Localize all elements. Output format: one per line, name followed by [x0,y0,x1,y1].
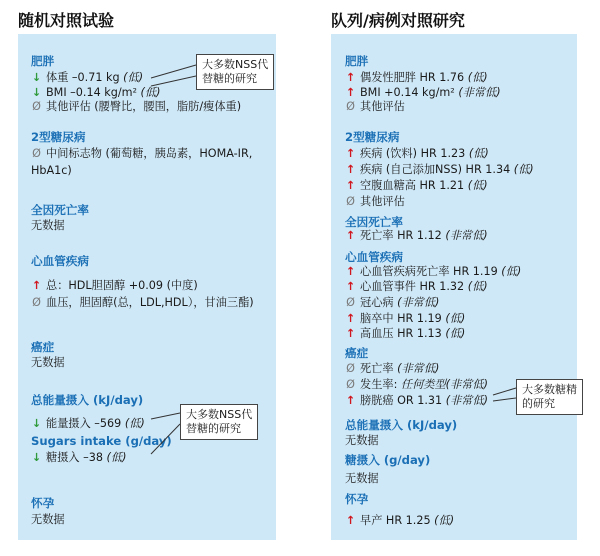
up-arrow-icon: ↑ [345,229,356,242]
null-icon: Ø [346,100,355,113]
finding-text: 偶发性肥胖 HR 1.76 [360,71,468,84]
callout-left-top-line1: 大多数NSS代 [202,58,269,71]
callout-left-bottom [180,404,258,440]
finding-text: BMI –0.14 kg/m² [46,86,141,99]
down-arrow-icon: ↓ [31,71,42,84]
certainty-label: (非常低) [445,394,489,407]
right-section-heading: 怀孕 [345,492,369,506]
callout-line-left-bottom-2 [151,424,180,454]
certainty-label: (低) [467,179,488,192]
left-section-heading: 肥胖 [31,54,55,68]
up-arrow-icon: ↑ [345,86,356,99]
finding-text: 早产 HR 1.25 [360,514,435,527]
callout-right [516,379,583,415]
callout-left-top-line2: 替糖的研究 [202,72,257,85]
finding-text: 无数据 [345,472,379,485]
callout-line-right [493,388,516,395]
finding-text: 冠心病 [360,296,398,309]
null-icon: Ø [32,147,41,160]
finding-text: 其他评估 [360,100,405,113]
callout-left-bottom-line1: 大多数NSS代 [186,408,253,421]
up-arrow-icon: ↑ [345,147,356,160]
callout-line-right-2 [493,398,516,401]
up-arrow-icon: ↑ [345,265,356,278]
up-arrow-icon: ↑ [345,394,356,407]
left-section-heading: 总能量摄入 (kJ/day) [31,393,144,407]
finding-text: 总：HDL胆固醇 +0.09 (中度) [46,279,198,292]
right-section-heading: 肥胖 [345,54,369,68]
up-arrow-icon: ↑ [345,514,356,527]
up-arrow-icon: ↑ [345,327,356,340]
callout-line-left-top [151,65,196,78]
down-arrow-icon: ↓ [31,417,42,430]
down-arrow-icon: ↓ [31,86,42,99]
null-icon: Ø [346,378,355,391]
certainty-label: (低) [140,86,161,99]
certainty-label: (非常低) [397,296,440,309]
left-section-heading: 2型糖尿病 [31,130,86,144]
finding-text: 疾病 (饮料) HR 1.23 [360,147,469,160]
finding-text: 血压，胆固醇(总，LDL,HDL），甘油三酯) [46,296,254,309]
finding-text: 死亡率 HR 1.12 [360,229,446,242]
certainty-label: (低) [123,71,144,84]
certainty-label: (低) [467,71,488,84]
callout-left-bottom-line2: 替糖的研究 [186,422,241,435]
left-section-heading: 癌症 [31,340,55,354]
certainty-label: (低) [513,163,534,176]
left-section-heading: 怀孕 [31,496,55,510]
finding-text: 死亡率 [360,362,398,375]
certainty-label: (低) [468,147,489,160]
null-icon: Ø [346,296,355,309]
finding-text: 中间标志物 (葡萄糖，胰岛素，HOMA-IR, [46,147,253,160]
callout-left-top [196,54,274,90]
left-section-heading: 全因死亡率 [31,203,89,217]
finding-text: HbA1c) [31,164,72,177]
finding-text: 空腹血糖高 HR 1.21 [360,179,468,192]
callout-right-line1: 大多数糖精 [522,383,577,396]
null-icon: Ø [346,362,355,375]
null-icon: Ø [32,100,41,113]
up-arrow-icon: ↑ [345,163,356,176]
certainty-label: (低) [467,280,488,293]
finding-text: 无数据 [345,434,379,447]
right-section-heading: 糖摄入 (g/day) [345,453,431,467]
right-section-heading: 癌症 [345,346,369,360]
certainty-label: 任何类型(非常低) [400,378,488,391]
certainty-label: (非常低) [458,86,501,99]
finding-text: 发生率: [360,378,401,391]
finding-text: 其他评估 [360,195,405,208]
certainty-label: (低) [124,417,145,430]
finding-text: 脑卒中 HR 1.19 [360,312,446,325]
finding-text: 高血压 HR 1.13 [360,327,446,340]
finding-text: 无数据 [31,513,65,526]
null-icon: Ø [346,195,355,208]
certainty-label: (低) [434,514,455,527]
finding-text: 其他评估 (腰臀比，腰围，脂肪/瘦体重) [46,100,242,113]
right-section-heading: 全因死亡率 [345,215,403,229]
certainty-label: (低) [106,451,127,464]
left-section-heading: Sugars intake (g/day) [31,434,172,448]
up-arrow-icon: ↑ [345,179,356,192]
finding-text: 膀胱癌 OR 1.31 [360,394,446,407]
up-arrow-icon: ↑ [345,71,356,84]
left-section-heading: 心血管疾病 [31,254,89,268]
certainty-label: (非常低) [397,362,440,375]
callout-line-left-bottom [151,413,180,419]
finding-text: BMI +0.14 kg/m² [360,86,459,99]
down-arrow-icon: ↓ [31,451,42,464]
certainty-label: (低) [445,312,466,325]
finding-text: 心血管疾病死亡率 HR 1.19 [360,265,502,278]
finding-text: 能量摄入 –569 [46,417,125,430]
certainty-label: (低) [501,265,522,278]
callout-right-line2: 的研究 [522,397,555,410]
finding-text: 糖摄入 –38 [46,451,107,464]
up-arrow-icon: ↑ [31,279,42,292]
finding-text: 无数据 [31,356,65,369]
right-section-heading: 心血管疾病 [345,250,403,264]
right-section-heading: 总能量摄入 (kJ/day) [345,418,458,432]
finding-text: 无数据 [31,219,65,232]
left-column-title: 随机对照试验 [18,11,115,30]
right-column-title: 队列/病例对照研究 [331,11,465,30]
up-arrow-icon: ↑ [345,312,356,325]
finding-text: 疾病 (自己添加NSS) HR 1.34 [360,163,514,176]
up-arrow-icon: ↑ [345,280,356,293]
certainty-label: (低) [445,327,466,340]
callout-line-left-top-2 [151,76,196,86]
certainty-label: (非常低) [445,229,488,242]
finding-text: 体重 –0.71 kg [46,71,124,84]
finding-text: 心血管事件 HR 1.32 [360,280,468,293]
right-section-heading: 2型糖尿病 [345,130,400,144]
null-icon: Ø [32,296,41,309]
